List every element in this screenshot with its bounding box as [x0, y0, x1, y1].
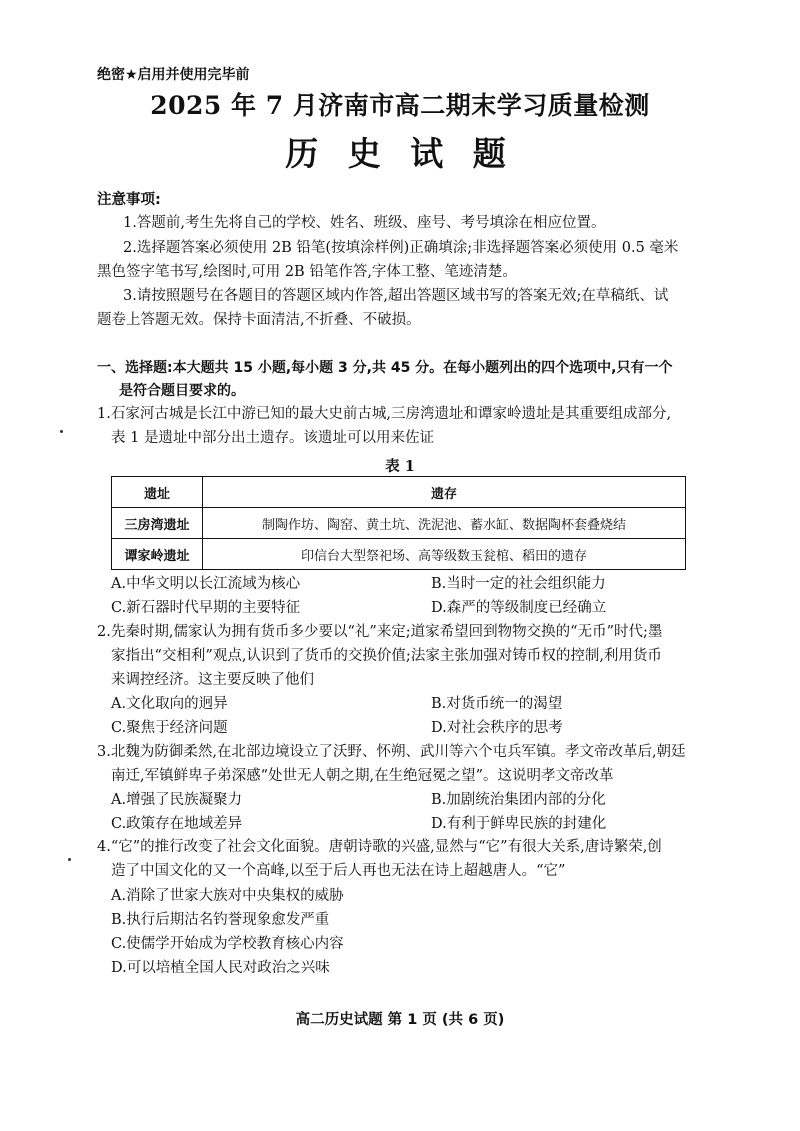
scan-speck: [68, 858, 71, 861]
table-caption: 表 1: [385, 458, 415, 475]
exam-title: 2025 年 7 月济南市高二期末学习质量检测: [150, 91, 650, 120]
note-item: 2.选择题答案必须使用 2B 铅笔(按填涂样例)正确填涂;非选择题答案必须使用 0.5 毫米: [123, 240, 679, 256]
option-b: B.执行后期沽名钓誉现象愈发严重: [111, 912, 330, 928]
option-b: B.当时一定的社会组织能力: [431, 576, 606, 592]
subject-title: 历 史 试 题: [285, 134, 515, 173]
option-c: C.聚焦于经济问题: [111, 720, 228, 736]
option-c: C.政策存在地域差异: [111, 816, 243, 832]
table-header-cell: 遗址: [112, 477, 203, 508]
question-stem: 4.“它”的推行改变了社会文化面貌。唐朝诗歌的兴盛,显然与“它”有很大关系,唐诗繁荣,创: [97, 839, 662, 855]
relics-table: [111, 476, 686, 570]
option-a: A.增强了民族凝聚力: [111, 792, 243, 808]
option-c: C.使儒学开始成为学校教育核心内容: [111, 936, 344, 952]
option-d: D.有利于鲜卑民族的封建化: [431, 816, 607, 832]
confidential-mark: 绝密★启用并使用完毕前: [97, 67, 250, 83]
option-a: A.中华文明以长江流域为核心: [111, 576, 301, 592]
table-row: [112, 508, 686, 539]
table-header-row: [112, 477, 686, 508]
scan-speck: [60, 430, 63, 433]
question-stem: 表 1 是遗址中部分出土遗存。该遗址可以用来佐证: [111, 430, 434, 446]
question-stem: 2.先秦时期,儒家认为拥有货币多少要以“礼”来定;道家希望回到物物交换的“无币”时代;墨: [97, 624, 663, 640]
question-stem: 南迁,军镇鲜卑子弟深感“处世无人朝之期,在生绝冠冕之望”。这说明孝文帝改革: [111, 768, 614, 784]
notes-heading: 注意事项:: [97, 192, 161, 208]
table-cell-site: 谭家岭遗址: [112, 539, 203, 570]
option-a: A.消除了世家大族对中央集权的威胁: [111, 888, 344, 904]
option-c: C.新石器时代早期的主要特征: [111, 600, 301, 616]
table-cell-site: 三房湾遗址: [112, 508, 203, 539]
option-d: D.对社会秩序的思考: [431, 720, 563, 736]
option-b: B.加剧统治集团内部的分化: [431, 792, 606, 808]
option-d: D.可以培植全国人民对政治之兴味: [111, 960, 330, 976]
table-cell-relics: 制陶作坊、陶窑、黄土坑、洗泥池、蓄水缸、数据陶杯套叠烧结: [203, 508, 686, 539]
section-heading-cont: 是符合题目要求的。: [119, 383, 245, 399]
option-d: D.森严的等级制度已经确立: [431, 600, 607, 616]
table-header-cell: 遗存: [203, 477, 686, 508]
table-row: [112, 539, 686, 570]
question-stem: 1.石家河古城是长江中游已知的最大史前古城,三房湾遗址和谭家岭遗址是其重要组成部分,: [97, 406, 672, 422]
question-stem: 3.北魏为防御柔然,在北部边境设立了沃野、怀朔、武川等六个屯兵军镇。孝文帝改革后,朝廷: [97, 744, 686, 760]
table-cell-relics: 印信台大型祭祀场、高等级数玉瓮棺、稻田的遗存: [203, 539, 686, 570]
question-stem: 来调控经济。这主要反映了他们: [111, 672, 314, 688]
page-footer: 高二历史试题 第 1 页 (共 6 页): [295, 1012, 505, 1028]
question-stem: 家指出“交相利”观点,认识到了货币的交换价值;法家主张加强对铸币权的控制,利用货币: [111, 648, 662, 664]
note-item: 黑色签字笔书写,绘图时,可用 2B 铅笔作答,字体工整、笔迹清楚。: [97, 264, 517, 280]
question-stem: 造了中国文化的又一个高峰,以至于后人再也无法在诗上超越唐人。“它”: [111, 863, 566, 879]
note-item: 题卷上答题无效。保持卡面清洁,不折叠、不破损。: [97, 312, 421, 328]
option-b: B.对货币统一的渴望: [431, 696, 563, 712]
section-heading: 一、选择题:本大题共 15 小题,每小题 3 分,共 45 分。在每小题列出的四个选项中,只有一个: [97, 360, 673, 376]
option-a: A.文化取向的迥异: [111, 696, 228, 712]
note-item: 1.答题前,考生先将自己的学校、姓名、班级、座号、考号填涂在相应位置。: [123, 215, 606, 231]
note-item: 3.请按照题号在各题目的答题区域内作答,超出答题区域书写的答案无效;在草稿纸、试: [123, 288, 669, 304]
